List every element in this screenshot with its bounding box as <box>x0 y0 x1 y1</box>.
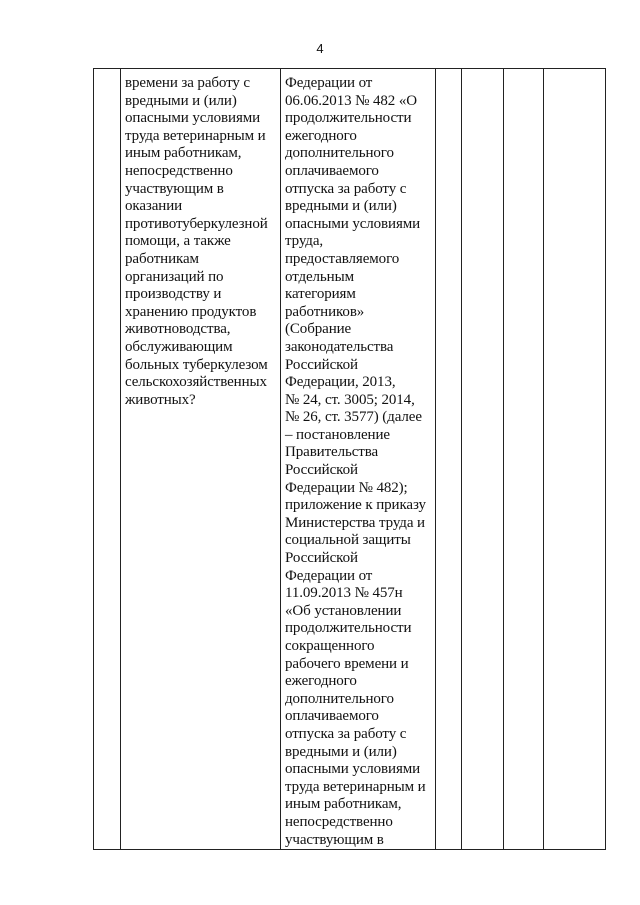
cell-number <box>94 69 121 850</box>
cell-question <box>121 69 281 850</box>
page-number: 4 <box>316 41 324 56</box>
requirements-table <box>93 68 606 850</box>
cell-note <box>544 69 606 850</box>
cell-legal-reference <box>281 69 436 850</box>
table-row <box>94 69 606 850</box>
cell-answer-3 <box>504 69 544 850</box>
legal-reference-text: Федерации от 06.06.2013 № 482 «О продолжительности ежегодного дополнительного оплачиваемого отпуска за работу с вредными и (или) опасными условиями труда, предоставляемого отдельным категориям работников» (Собрание законодательства Российской Федерации, 2013, № 24, ст. 3005; 2014, № 26, ст. 3577) (далее – постановление Правительства Российской Федерации № 482); приложение к приказу Министерства труда и социальной защиты Российской Федерации от 11.09.2013 № 457н «Об установлении продолжительности сокращенного рабочего времени и ежегодного дополнительного оплачиваемого отпуска за работу с вредными и (или) опасными условиями труда ветеринарным и иным работникам, непосредственно участвующим в <box>285 75 426 848</box>
cell-answer-2 <box>462 69 504 850</box>
cell-answer-1 <box>436 69 462 850</box>
question-text: времени за работу с вредными и (или) опасными условиями труда ветеринарным и иным работникам, непосредственно участвующим в оказании противотуберкулезной помощи, а также работникам организаций по производству и хранению продуктов животноводства, обслуживающим больных туберкулезом сельскохозяйственных животных? <box>125 75 268 408</box>
